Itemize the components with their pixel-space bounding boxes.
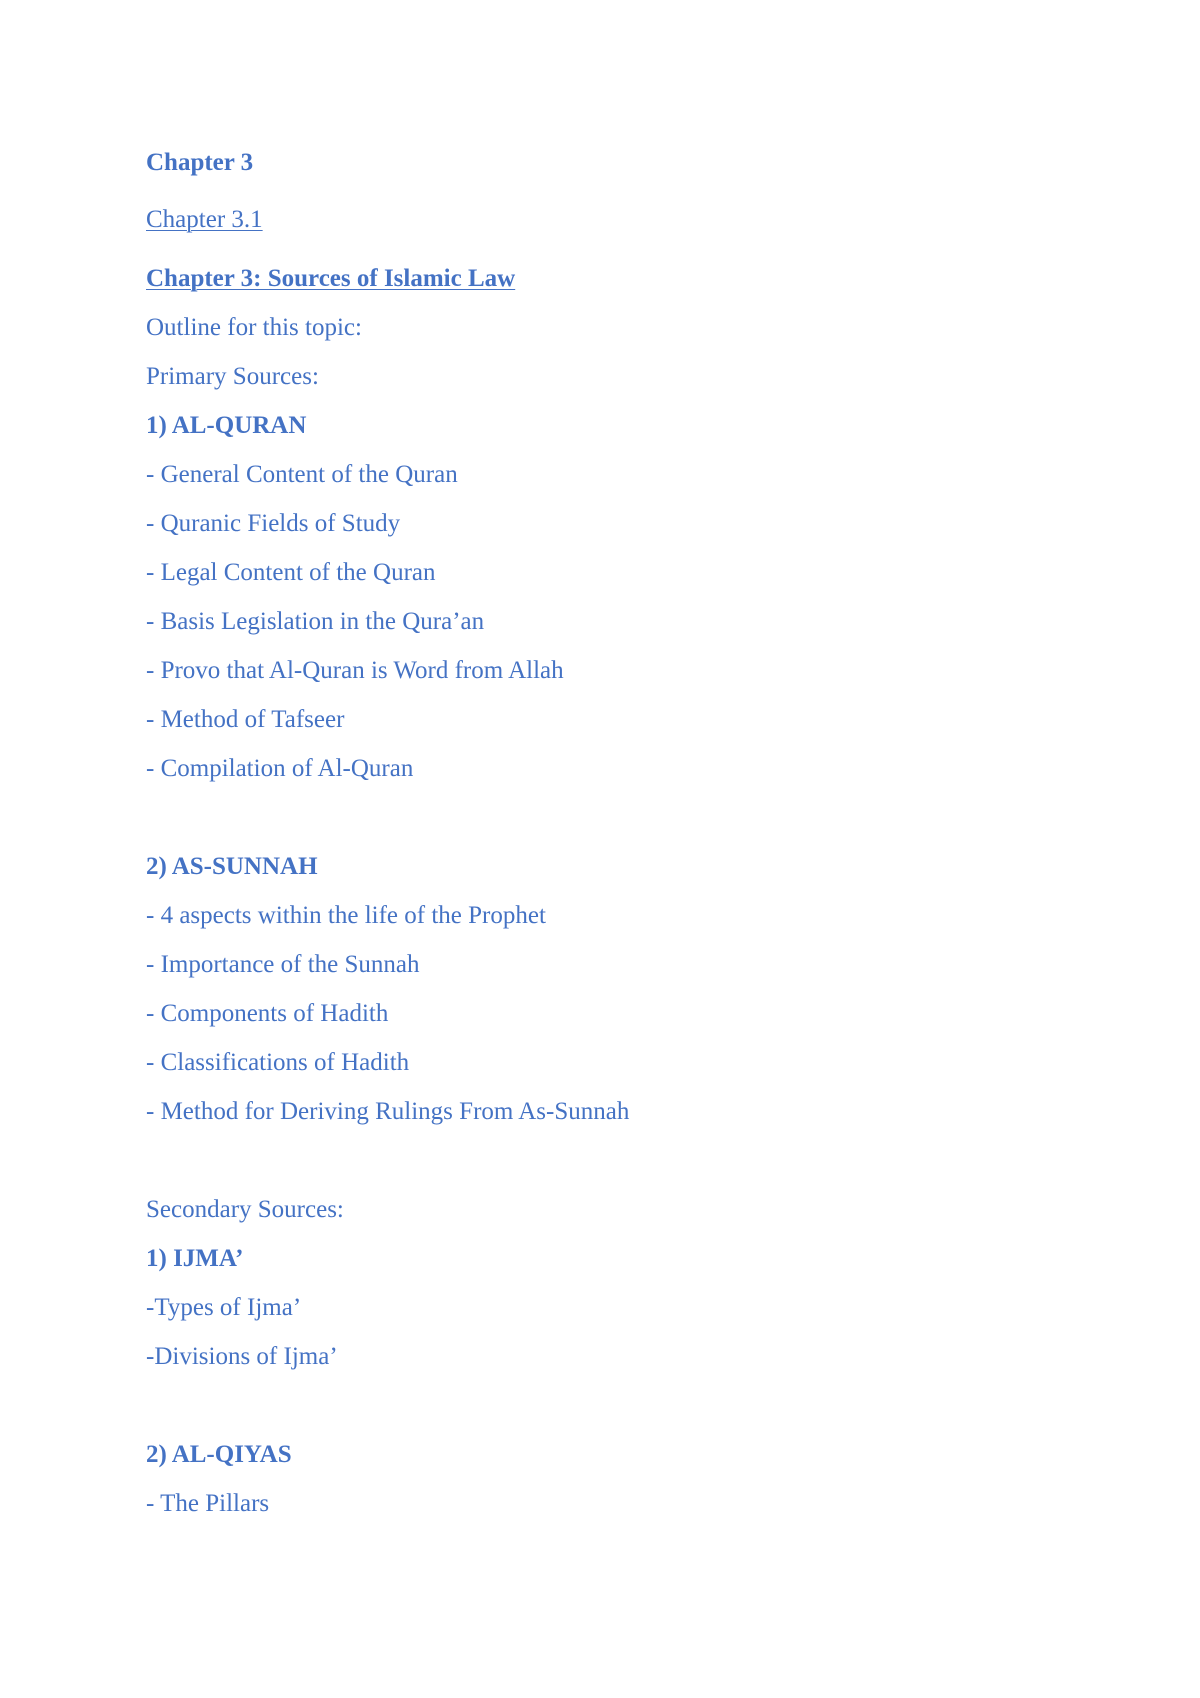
- sunnah-heading: 2) AS-SUNNAH: [146, 853, 318, 880]
- chapter-heading: Chapter 3: Sources of Islamic Law: [146, 265, 516, 292]
- list-item: - Method for Deriving Rulings From As-Sunnah: [146, 1098, 630, 1125]
- list-item: - The Pillars: [146, 1490, 270, 1517]
- list-item: - Provo that Al-Quran is Word from Allah: [146, 657, 564, 684]
- outline-intro: Outline for this topic:: [146, 314, 362, 341]
- secondary-sources-label: Secondary Sources:: [146, 1196, 344, 1223]
- list-item: -Divisions of Ijma’: [146, 1343, 338, 1370]
- list-item: -Types of Ijma’: [146, 1294, 302, 1321]
- list-item: - Compilation of Al-Quran: [146, 755, 414, 782]
- chapter-subtitle: Chapter 3.1: [146, 206, 263, 233]
- list-item: - 4 aspects within the life of the Prophet: [146, 902, 546, 929]
- list-item: - Classifications of Hadith: [146, 1049, 410, 1076]
- list-item: - General Content of the Quran: [146, 461, 458, 488]
- qiyas-heading: 2) AL-QIYAS: [146, 1441, 292, 1468]
- ijma-heading: 1) IJMA’: [146, 1245, 244, 1272]
- list-item: - Importance of the Sunnah: [146, 951, 420, 978]
- list-item: - Basis Legislation in the Qura’an: [146, 608, 485, 635]
- chapter-title: Chapter 3: [146, 149, 254, 176]
- list-item: - Quranic Fields of Study: [146, 510, 401, 537]
- list-item: - Method of Tafseer: [146, 706, 345, 733]
- list-item: - Legal Content of the Quran: [146, 559, 436, 586]
- primary-sources-label: Primary Sources:: [146, 363, 319, 390]
- list-item: - Components of Hadith: [146, 1000, 389, 1027]
- quran-heading: 1) AL-QURAN: [146, 412, 307, 439]
